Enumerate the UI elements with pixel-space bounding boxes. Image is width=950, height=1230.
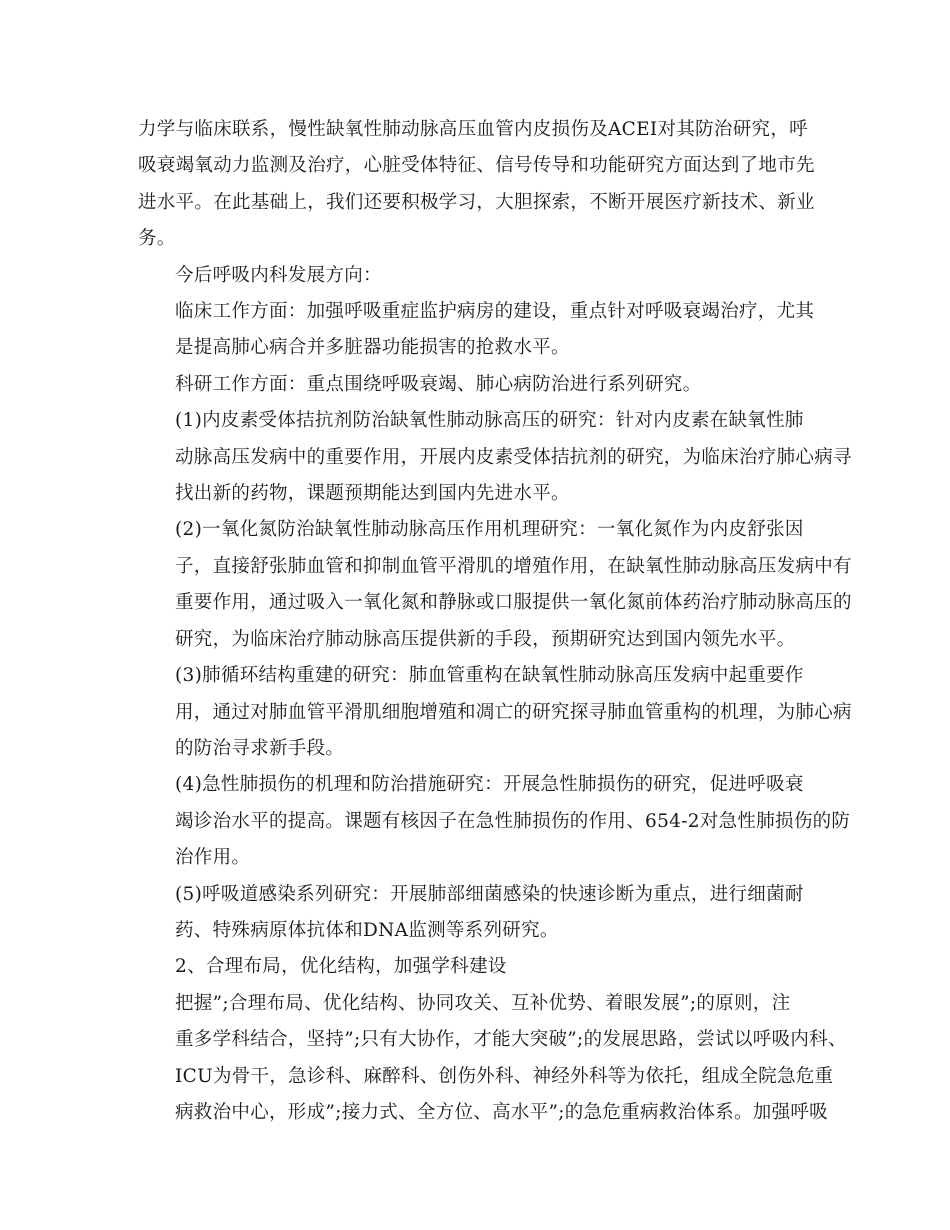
list-paragraph [138,877,814,950]
text-line: 力学与临床联系，慢性缺氧性肺动脉高压血管内皮损伤及ACEI对其防治研究，呼 [138,119,808,140]
paragraph [138,294,814,367]
text-line: 研究，为临床治疗肺动脉高压提供新的手段，预期研究达到国内领先水平。 [175,628,796,650]
paragraph [138,367,814,403]
text-line: 把握”;合理布局、优化结构、协同攻关、互补优势、着眼发展”;的原则，注 [175,992,791,1014]
text-line: 2、合理布局，优化结构，加强学科建设 [175,956,507,978]
list-paragraph [138,658,852,767]
text-line: 子，直接舒张肺血管和抑制血管平滑肌的增殖作用，在缺氧性肺动脉高压发病中有 [175,555,852,577]
text-line: 治作用。 [175,847,251,869]
text-line: 临床工作方面：加强呼吸重症监护病房的建设，重点针对呼吸衰竭治疗，尤其 [175,301,815,323]
text-line: 进水平。在此基础上，我们还要积极学习，大胆探索，不断开展医疗新技术、新业 [138,191,815,213]
paragraph [138,112,814,258]
text-line: 吸衰竭氧动力监测及治疗，心脏受体特征、信号传导和功能研究方面达到了地市先 [138,155,815,177]
text-line: 找出新的药物，课题预期能达到国内先进水平。 [175,483,570,505]
list-paragraph [138,512,852,621]
list-paragraph [138,403,852,512]
section-heading [138,949,814,985]
text-line: 重要作用，通过吸入一氧化氮和静脉或口服提供一氧化氮前体药治疗肺动脉高压的 [175,592,852,614]
text-line: (1)内皮素受体拮抗剂防治缺氧性肺动脉高压的研究：针对内皮素在缺氧性肺 [175,410,804,432]
document-body [138,112,852,1131]
text-line: 的防治寻求新手段。 [175,737,345,759]
text-line: 科研工作方面：重点围绕呼吸衰竭、肺心病防治进行系列研究。 [175,373,702,395]
list-paragraph [138,767,851,876]
section-heading [138,258,814,294]
text-line: (5)呼吸道感染系列研究：开展肺部细菌感染的快速诊断为重点，进行细菌耐 [175,883,804,905]
text-line: 是提高肺心病合并多脏器功能损害的抢救水平。 [175,337,570,359]
text-line: 动脉高压发病中的重要作用，开展内皮素受体拮抗剂的研究，为临床治疗肺心病寻 [175,446,852,468]
text-line: (3)肺循环结构重建的研究：肺血管重构在缺氧性肺动脉高压发病中起重要作 [175,665,804,687]
text-line: 今后呼吸内科发展方向： [175,264,382,286]
text-line: ICU为骨干，急诊科、麻醉科、创伤外科、神经外科等为依托，组成全院急危重 [175,1065,834,1087]
paragraph [138,622,814,658]
paragraph [138,986,847,1132]
text-line: (2)一氧化氮防治缺氧性肺动脉高压作用机理研究：一氧化氮作为内皮舒张因 [175,519,804,541]
text-line: 务。 [138,228,176,250]
text-line: 病救治中心，形成”;接力式、全方位、高水平”;的急危重病救治体系。加强呼吸 [175,1101,828,1123]
text-line: 重多学科结合，坚持”;只有大协作，才能大突破”;的发展思路，尝试以呼吸内科、 [175,1029,847,1051]
text-line: 竭诊治水平的提高。课题有核因子在急性肺损伤的作用、654-2对急性肺损伤的防 [175,810,851,832]
text-line: 用，通过对肺血管平滑肌细胞增殖和凋亡的研究探寻肺血管重构的机理，为肺心病 [175,701,852,723]
text-line: (4)急性肺损伤的机理和防治措施研究：开展急性肺损伤的研究，促进呼吸衰 [175,774,804,796]
text-line: 药、特殊病原体抗体和DNA监测等系列研究。 [175,919,559,941]
